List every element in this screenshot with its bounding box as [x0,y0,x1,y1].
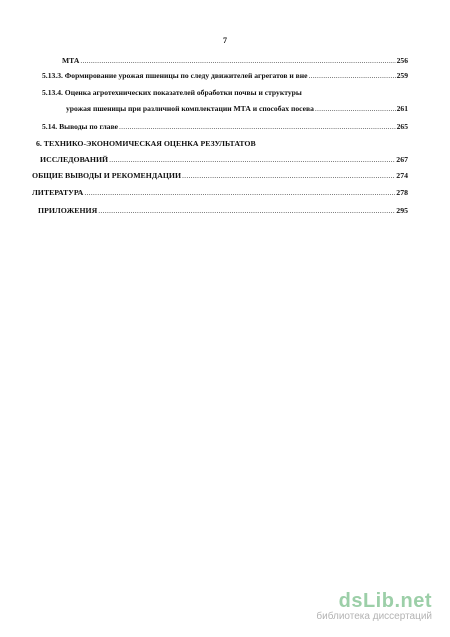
toc-entry-conclusions [32,171,408,181]
toc-entry-5-13-4-cont [66,104,408,114]
toc-entry-appendices [38,206,408,216]
toc-entry-mta [62,56,408,66]
toc-entry-5-13-3 [42,71,408,81]
toc-entry-page: 267 [396,155,408,164]
toc-entry-text: ЛИТЕРАТУРА [32,188,84,197]
toc-entry-page: 261 [396,104,408,113]
toc-entry-text: ПРИЛОЖЕНИЯ [38,206,98,215]
toc-leader-dots [182,171,395,181]
toc-entry-chapter-6-cont [40,155,408,165]
toc-leader-dots [98,206,395,216]
toc-leader-dots [315,104,396,114]
toc-entry-chapter-6: 6. ТЕХНИКО-ЭКОНОМИЧЕСКАЯ ОЦЕНКА РЕЗУЛЬТАТОВ [36,139,256,148]
toc-entry-page: 265 [396,122,408,131]
toc-entry-5-14 [42,122,408,132]
toc-leader-dots [119,122,396,132]
watermark-logo: dsLib.net [338,590,432,612]
toc-leader-dots [109,155,395,165]
toc-entry-text: МТА [62,56,80,65]
toc-entry-text: 5.13.3. Формирование урожая пшеницы по следу движителей агрегатов и вне [42,71,308,80]
toc-entry-page: 256 [396,56,408,65]
toc-entry-literature [32,188,408,198]
toc-entry-text: ИССЛЕДОВАНИЙ [40,155,109,164]
toc-entry-page: 295 [396,206,408,215]
toc-entry-page: 274 [396,171,408,180]
toc-leader-dots [84,188,395,198]
toc-entry-5-13-4: 5.13.4. Оценка агротехнических показателей обработки почвы и структуры [42,88,302,97]
toc-entry-page: 278 [396,188,408,197]
toc-entry-text: урожая пшеницы при различной комплектации МТА и способах посева [66,104,314,113]
watermark [316,591,432,623]
toc-leader-dots [309,71,396,81]
page-number: 7 [223,36,227,45]
toc-entry-text: ОБЩИЕ ВЫВОДЫ И РЕКОМЕНДАЦИИ [32,171,182,180]
watermark-subtitle: библиотека диссертаций [316,611,432,622]
toc-leader-dots [80,56,395,66]
toc-entry-page: 259 [396,71,408,80]
toc-entry-text: 5.14. Выводы по главе [42,122,119,131]
